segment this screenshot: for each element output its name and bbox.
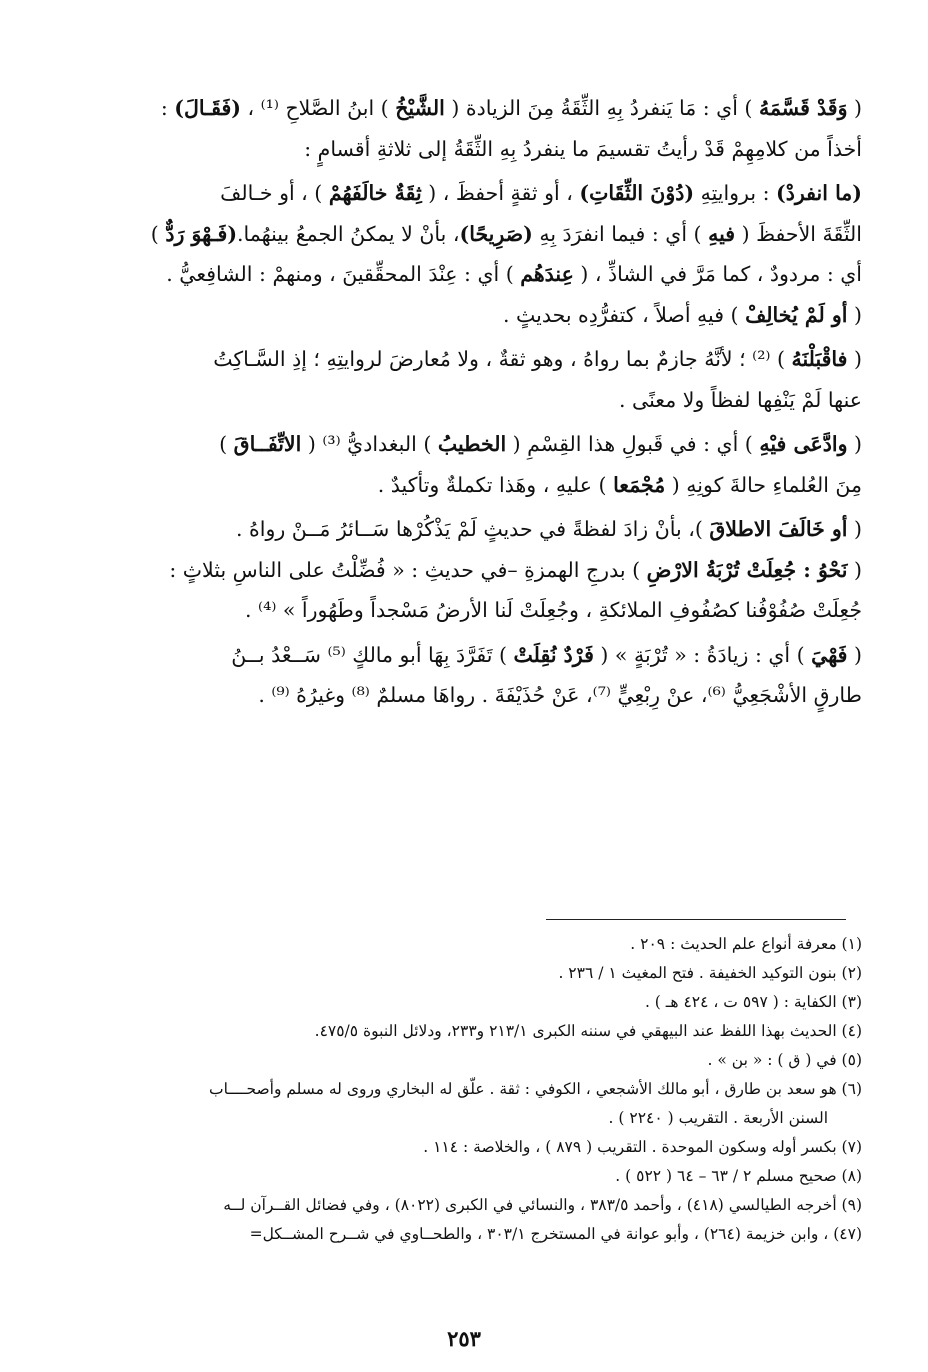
text-segment: ( [847,432,862,456]
bold-term: ثِقَةٌ خالَفَهُمْ [328,181,422,205]
footnote: (٩) أخرجه الطيالسي (٤١٨) ، وأحمد ٣٨٣/٥ ، والنسائي في الكبرى (٨٠٢٢) ، وفي فضائل القــرآن لــه [223,1196,862,1214]
text-segment: عنها لَمْ يَنْفِها لفظاً ولا معنًى . [619,387,862,412]
text-segment: ( [847,302,862,327]
text-line [82,173,862,214]
text-line [82,590,862,631]
text-segment: ) أي : مَا يَنفردُ بِهِ الثِّقَةُ مِنَ الزيادة ( [444,96,759,120]
text-segment: ) ⁽²⁾ ؛ لأنَّهُ جازمٌ بما رواهُ ، وهو ثقةٌ ، ولا مُعارضَ لروايتِهِ ؛ إذِ السَّـاكِتُ [213,347,792,371]
footnote-continuation: (٤٧) ، وابن خزيمة (٢٦٤) ، وأبو عوانة في المستخرج ٣٠٣/١ ، والطحــاوي في شــرح المشــكل= [249,1225,862,1243]
footnote: (٥) في ( ق ) : « بن » . [707,1051,862,1069]
text-segment: ( [847,347,862,371]
footnote: (٧) بكسر أوله وسكون الموحدة . التقريب ( ٨٧٩ ) ، والخلاصة : ١١٤ . [423,1138,862,1156]
text-line [82,295,862,336]
bold-term: (فَـهْوَ رَدٌّ [165,221,238,246]
text-line [82,550,862,591]
bold-term: وادَّعَى فيْهِ [759,432,848,456]
bold-term: فيهِ [708,221,736,246]
text-segment: ) أي : زيادَةُ : « تُرْبَةٍ » ( [593,642,812,667]
bold-term: (صَرِيحًا) [459,221,533,246]
text-segment: ( [847,557,862,582]
bold-term: فَهْيَ [811,642,848,667]
bold-term: الاتِّفَــاقَ [233,432,302,456]
text-segment: جُعِلَتْ صُفُوْفُنا كصُفُوفِ الملائكةِ ، وجُعِلَتْ لَنا الأرضُ مَسْجداً وطَهُوراً » ⁽⁴⁾ . [245,598,862,622]
bold-term: عِندَهُم [520,262,574,286]
text-segment: ) البغداديُّ ⁽³⁾ ( [301,432,438,456]
footnote-continuation: السنن الأربعة . التقريب ( ٢٢٤٠ ) . [608,1109,828,1127]
text-segment: أي : مردودٌ ، كما مَرَّ في الشاذِّ ، ( [573,262,862,286]
footnote: (٦) هو سعد بن طارق ، أبو مالك الأشجعي ، الكوفي : ثقة . علّق له البخاري وروى له مسلم وأصحــــاب [209,1080,862,1098]
bold-term: فَرْدٌ نُقِلَتْ [513,642,594,667]
text-line [82,675,862,716]
text-line [82,465,862,506]
text-segment: ) ابنُ الصَّلاحِ ⁽¹⁾ ، [240,96,396,120]
text-segment: ) أي : عِنْدَ المحقِّقينَ ، ومنهمْ : الشافِعيُّ . [166,262,521,286]
footnote: (٢) بنون التوكيد الخفيفة . فتح المغيث ١ / ٢٣٦ . [558,964,862,982]
bold-term: مُجْمَعا [613,472,666,497]
bold-term: (دُوْنَ الثِّقَاتِ) [579,181,695,205]
text-line [82,424,862,465]
bold-term: (فَقَـالَ) [174,96,241,120]
text-segment: ) بدرجِ الهمزةِ –في حديثِ : « فُضِّلْتُ على الناسِ بثلاثٍ : [169,557,647,582]
text-line [82,214,862,255]
text-segment: ) ، أو خـالفَ [220,181,329,205]
text-line [82,129,862,170]
text-segment: ( [847,642,862,667]
text-segment: أخذاً من كلامِهِمْ قَدْ رأيتُ تقسيمَ ما ينفردُ بِهِ الثِّقَةُ إلى ثلاثةِ أقسامٍ : [304,136,862,161]
footnote: (٨) صحيح مسلم ٢ / ٦٣ – ٦٤ ( ٥٢٢ ) . [615,1167,862,1185]
text-segment: ، أو ثقةٍ أحفظَ ، ( [421,181,580,205]
text-segment: مِنَ العُلماءِ حالةَ كونِهِ ( [665,472,862,497]
text-segment: طارقٍ الأشْجَعِيُّ ⁽⁶⁾، عنْ رِبْعِيٍّ ⁽⁷⁾، عَنْ حُذَيْفَةَ . رواهَا مسلمٌ ⁽⁸⁾ وغيرُهُ ⁽⁹⁾ . [258,683,862,707]
page-number: ٢٥٣ [447,1326,481,1351]
footnotes [82,930,862,1249]
text-segment: ) عليهِ ، وهَذا تكملةٌ وتأكيدٌ . [377,472,614,497]
footnote: (١) معرفة أنواع علم الحديث : ٢٠٩ . [630,935,862,953]
text-line [82,635,862,676]
text-segment: الثِّقَةَ الأحفظَ ( [735,221,862,246]
bold-term: أو لَمْ يُخالِفْ [745,302,848,327]
text-segment: ) [150,221,166,246]
text-segment: ) تَفَرَّدَ بِهَا أبو مالكٍ ⁽⁵⁾ سَــعْدُ بــنُ [231,642,514,667]
text-segment: ( [847,517,862,541]
text-segment: ) فيهِ أصلاً ، كتفرُّدِه بحديثٍ . [502,302,746,327]
text-segment: : بروايتِهِ [694,181,777,205]
text-line [82,88,862,129]
footnote-separator [546,919,846,920]
text-segment: )، بأنْ زادَ لفظةً في حديثٍ لَمْ يَذْكُرْها سَــائرُ مَــنْ رواهُ . [235,517,710,541]
text-line [82,509,862,550]
footnote: (٣) الكفاية : ( ٥٩٧ ت ، ٤٢٤ هـ ) . [644,993,862,1011]
text-line [82,380,862,421]
text-segment: ، بأنْ لا يمكنُ الجمعُ بينهُما. [237,221,460,246]
bold-term: الشَّيْخُ [395,96,445,120]
bold-term: فاقْبَلْنَهُ [791,347,848,371]
text-line [82,339,862,380]
text-segment: ( [847,96,862,120]
text-segment: : [160,96,175,120]
bold-term: وَقَدْ قَسَّمَهُ [758,96,848,120]
text-line [82,254,862,295]
bold-term: الخطيبُ [437,432,507,456]
text-segment: ) أي : في قَبولِ هذا القِسْمِ ( [506,432,760,456]
text-segment: ) أي : فيما انفرَدَ بِهِ [532,221,709,246]
main-text [82,88,862,716]
text-segment: ) [219,432,234,456]
bold-term: (ما انفردْ) [776,181,862,205]
bold-term: أو خَالَفَ الاطلاقَ [709,517,848,541]
footnote: (٤) الحديث بهذا اللفظ عند البيهقي في سننه الكبرى ٢١٣/١ و٢٣٣، ودلائل النبوة ٤٧٥/٥. [314,1022,862,1040]
bold-term: نَحْوُ : جُعِلَتْ تُرْبَةُ الارْضِ [646,557,848,582]
